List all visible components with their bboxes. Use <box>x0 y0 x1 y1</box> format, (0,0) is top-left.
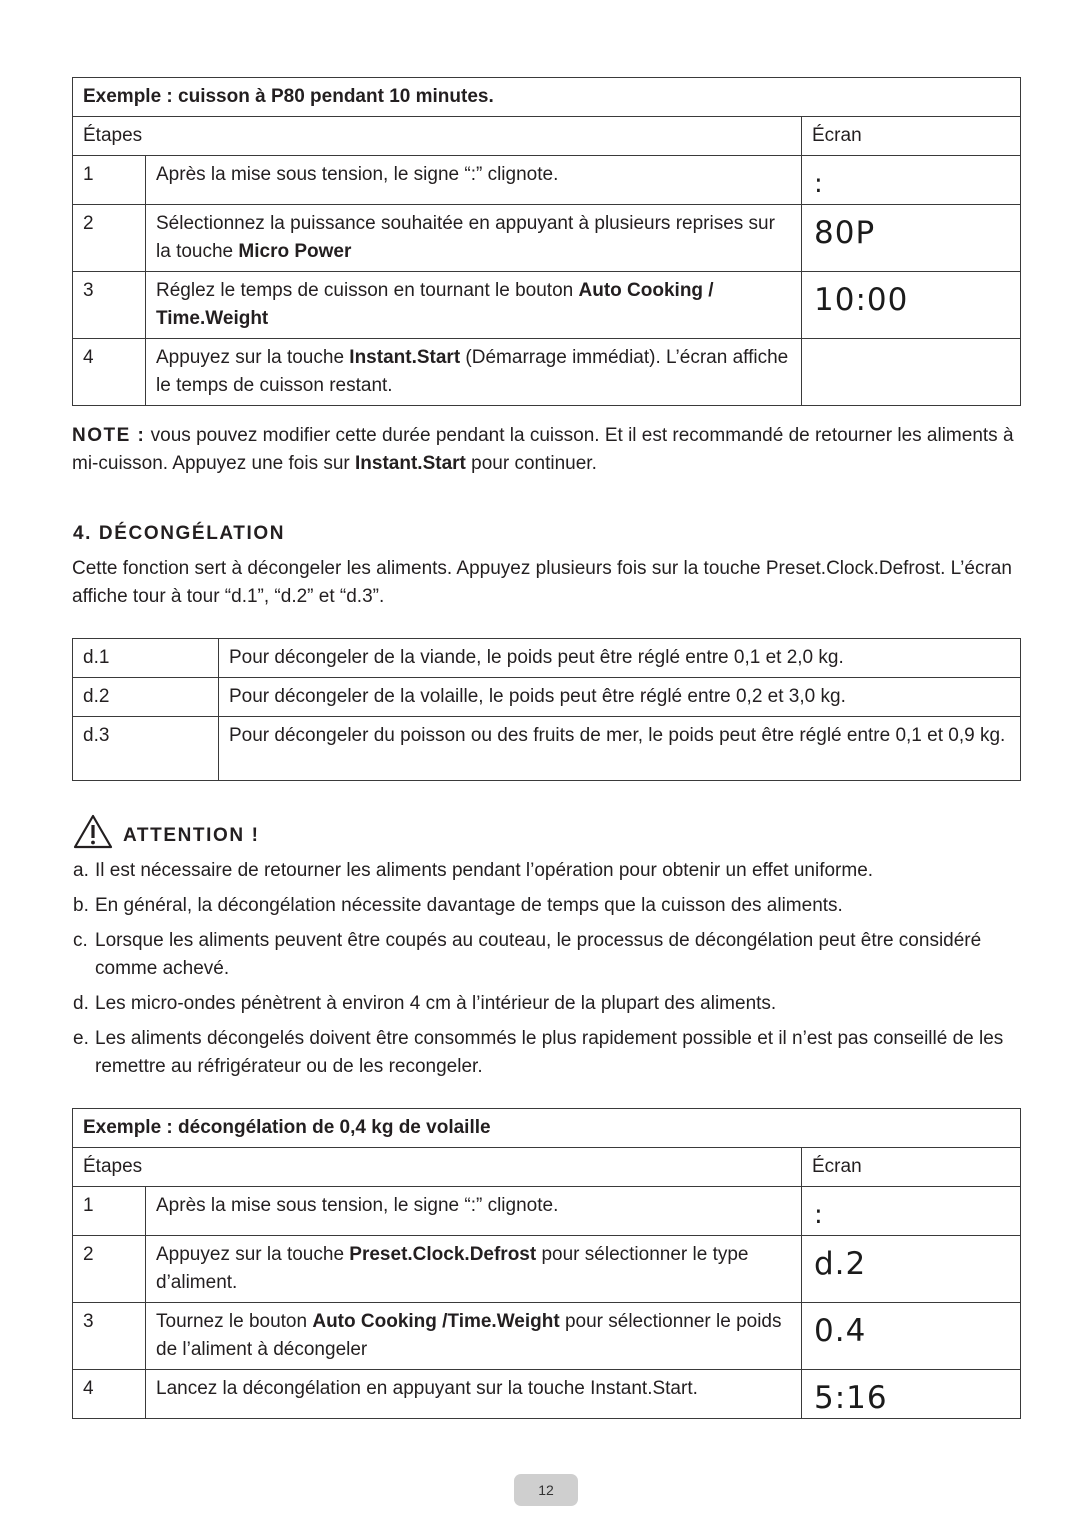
list-item: c. Lorsque les aliments peuvent être coupés au couteau, le processus de décongélation peut être considéré comme achevé. <box>73 930 982 979</box>
step-text: Appuyez sur la touche Instant.Start (Démarrage immédiat). L’écran affiche le temps de cuisson restant. <box>146 339 802 406</box>
step-text: Lancez la décongélation en appuyant sur la touche Instant.Start. <box>146 1370 802 1419</box>
list-item: a. Il est nécessaire de retourner les aliments pendant l’opération pour obtenir un effet uniforme. <box>73 860 874 881</box>
table-title: Exemple : décongélation de 0,4 kg de volaille <box>73 1109 1021 1148</box>
screen-display: d.2 <box>802 1236 1021 1303</box>
step-text: Après la mise sous tension, le signe “:” clignote. <box>146 1187 802 1236</box>
screen-display: : <box>802 156 1021 205</box>
step-number: 2 <box>73 205 146 272</box>
screen-display: 10:00 <box>802 272 1021 339</box>
table-row <box>73 339 1021 406</box>
note-label: NOTE : <box>72 425 146 446</box>
attention-header <box>73 816 260 856</box>
step-number: 3 <box>73 272 146 339</box>
step-text: Sélectionnez la puissance souhaitée en appuyant à plusieurs reprises sur la touche Micro Power <box>146 205 802 272</box>
attention-title: ATTENTION ! <box>123 825 260 846</box>
page-number: 12 <box>514 1474 578 1506</box>
step-number: 3 <box>73 1303 146 1370</box>
step-text: Après la mise sous tension, le signe “:” clignote. <box>146 156 802 205</box>
defrost-desc: Pour décongeler de la viande, le poids peut être réglé entre 0,1 et 2,0 kg. <box>219 639 1021 678</box>
screen-display: 5:16 <box>802 1370 1021 1419</box>
step-number: 4 <box>73 1370 146 1419</box>
defrost-code: d.3 <box>73 717 219 781</box>
step-number: 2 <box>73 1236 146 1303</box>
table-row <box>73 639 1021 678</box>
col-header-steps: Étapes <box>73 1148 802 1187</box>
step-text: Réglez le temps de cuisson en tournant le bouton Auto Cooking / Time.Weight <box>146 272 802 339</box>
table-row <box>73 1303 1021 1370</box>
table-row <box>73 156 1021 205</box>
table-row <box>73 678 1021 717</box>
table-title: Exemple : cuisson à P80 pendant 10 minutes. <box>73 78 1021 117</box>
example-table-cooking <box>72 77 1021 406</box>
section-intro: Cette fonction sert à décongeler les aliments. Appuyez plusieurs fois sur la touche Preset.Clock.Defrost. L’écran affiche tour à tour “d.1”, “d.2” et “d.3”. <box>72 558 1012 607</box>
screen-display: 80P <box>802 205 1021 272</box>
table-row <box>73 1187 1021 1236</box>
col-header-screen: Écran <box>802 1148 1021 1187</box>
note-paragraph: NOTE : vous pouvez modifier cette durée pendant la cuisson. Et il est recommandé de retourner les aliments à mi-cuisson. Appuyez une fois sur Instant.Start pour continuer. <box>72 425 1014 474</box>
col-header-screen: Écran <box>802 117 1021 156</box>
table-row <box>73 1370 1021 1419</box>
table-row <box>73 1236 1021 1303</box>
table-row <box>73 717 1021 781</box>
step-number: 1 <box>73 156 146 205</box>
list-item: e. Les aliments décongelés doivent être consommés le plus rapidement possible et il n’est pas conseillé de les remettre au réfrigérateur ou de les recongeler. <box>73 1028 1004 1077</box>
section-title: 4. DÉCONGÉLATION <box>73 523 286 544</box>
table-row <box>73 205 1021 272</box>
list-item: b. En général, la décongélation nécessite davantage de temps que la cuisson des aliments. <box>73 895 843 916</box>
screen-display <box>802 339 1021 406</box>
example-table-defrost <box>72 1108 1021 1419</box>
defrost-code: d.2 <box>73 678 219 717</box>
warning-triangle-icon <box>73 814 113 859</box>
step-text: Tournez le bouton Auto Cooking /Time.Weight pour sélectionner le poids de l’aliment à décongeler <box>146 1303 802 1370</box>
col-header-steps: Étapes <box>73 117 802 156</box>
defrost-desc: Pour décongeler de la volaille, le poids peut être réglé entre 0,2 et 3,0 kg. <box>219 678 1021 717</box>
table-row <box>73 272 1021 339</box>
screen-display: : <box>802 1187 1021 1236</box>
screen-display: 0.4 <box>802 1303 1021 1370</box>
defrost-types-table <box>72 638 1021 781</box>
defrost-desc: Pour décongeler du poisson ou des fruits de mer, le poids peut être réglé entre 0,1 et 0,9 kg. <box>219 717 1021 781</box>
attention-list <box>73 857 1023 1088</box>
step-text: Appuyez sur la touche Preset.Clock.Defrost pour sélectionner le type d’aliment. <box>146 1236 802 1303</box>
defrost-code: d.1 <box>73 639 219 678</box>
step-number: 4 <box>73 339 146 406</box>
list-item: d. Les micro-ondes pénètrent à environ 4 cm à l’intérieur de la plupart des aliments. <box>73 993 777 1014</box>
step-number: 1 <box>73 1187 146 1236</box>
